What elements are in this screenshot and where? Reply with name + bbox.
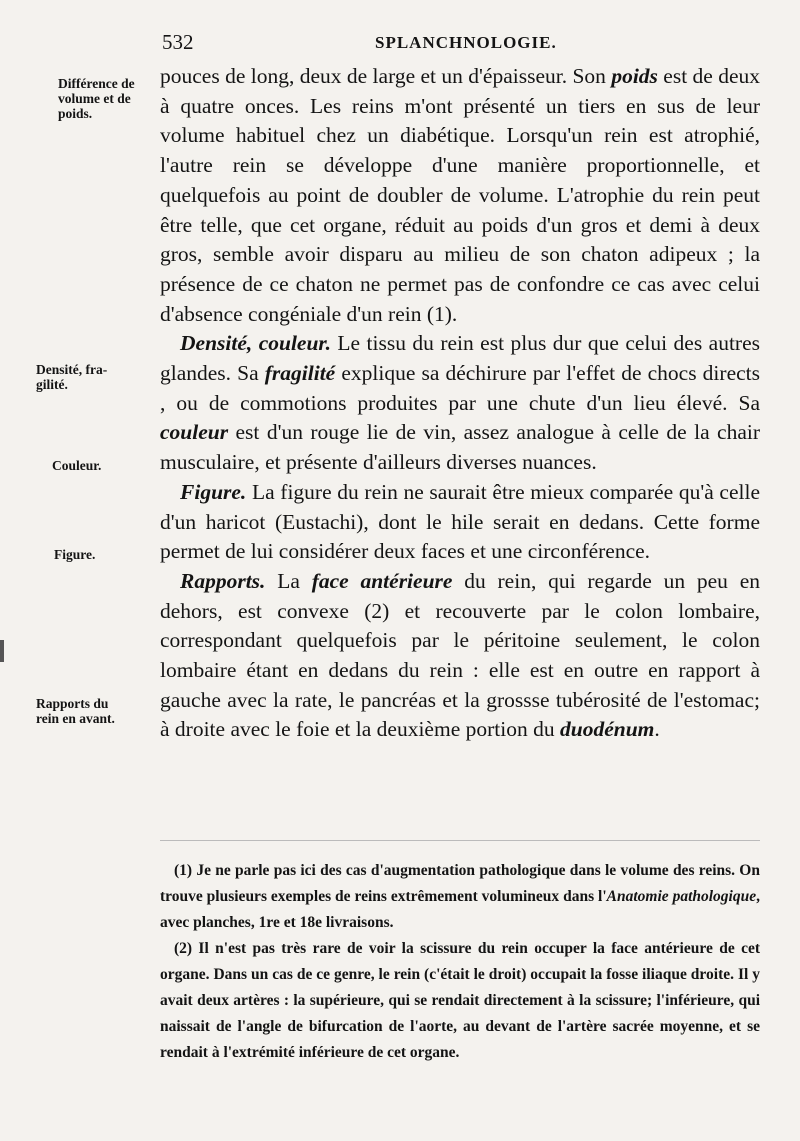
main-text [160, 62, 760, 745]
margin-note-rapports: Rapports du rein en avant. [36, 696, 115, 726]
paragraph-volume-poids: pouces de long, deux de large et un d'épaisseur. Son poids est de deux à quatre onces. Les reins m'ont présenté un tiers en sus de leur volume habituel chez un diabétique. Lorsqu'un rein est atrophié, l'autre rein se développe d'une manière proportionnelle, et quelquefois au point de doubler de volume. L'atrophie du rein peut être telle, que cet organe, réduit au poids d'un gros et demi à deux gros, semble avoir disparu au milieu de son chaton adipeux ; la présence de ce chaton ne permet pas de confondre ce cas avec celui d'absence congéniale d'un rein (1). [160, 64, 761, 326]
margin-note-densite: Densité, fra- gilité. [36, 362, 108, 392]
footnote-1: (1) Je ne parle pas ici des cas d'augmentation pathologique dans le volume des reins. On trouve plusieurs exemples de reins extrêmement volumineux dans l'Anatomie pathologique, avec planches, 1re et 18e livraisons. [160, 862, 760, 931]
page-edge-mark [0, 640, 4, 662]
margin-note-couleur: Couleur. [52, 458, 102, 473]
footnotes [160, 858, 760, 1066]
margin-note-difference: Différence de volume et de poids. [58, 76, 135, 121]
footnote-2: (2) Il n'est pas très rare de voir la scissure du rein occuper la face antérieure de cet organe. Dans un cas de ce genre, le rein (c'était le droit) occupait la fosse iliaque droite. Il y avait deux artères : la supérieure, qui se rendait directement à la scissure; l'inférieure, qui naissait de l'angle de bifurcation de l'aorte, au devant de l'artère sacrée moyenne, et se rendait à l'extrémité inférieure de cet organe. [160, 940, 760, 1061]
page-header [0, 30, 800, 60]
footnote-divider [160, 840, 760, 841]
paragraph-figure: Figure. La figure du rein ne saurait être mieux comparée qu'à celle d'un haricot (Eustachi), dont le hile serait en dedans. Cette forme permet de lui considérer deux faces et une circonférence. [160, 479, 760, 564]
margin-note-figure: Figure. [54, 547, 96, 562]
running-title: SPLANCHNOLOGIE. [375, 33, 557, 52]
paragraph-rapports: Rapports. La face antérieure du rein, qui regarde un peu en dehors, est convexe (2) et recouverte par le colon lombaire, correspondant quelquefois par le péritoine seulement, le colon lombaire étant en dedans du rein : elle est en outre en rapport à gauche avec la rate, le pancréas et la grossse tubérosité de l'estomac; à droite avec le foie et la deuxième portion du duodénum. [160, 568, 761, 742]
paragraph-densite: Densité, couleur. Le tissu du rein est plus dur que celui des autres glandes. Sa fragilité explique sa déchirure par l'effet de chocs directs , ou de commotions produites par une chute d'un lieu élevé. Sa couleur est d'un rouge lie de vin, assez analogue à celle de la chair musculaire, et présente d'ailleurs diverses nuances. [160, 331, 760, 475]
page-number: 532 [162, 30, 194, 54]
